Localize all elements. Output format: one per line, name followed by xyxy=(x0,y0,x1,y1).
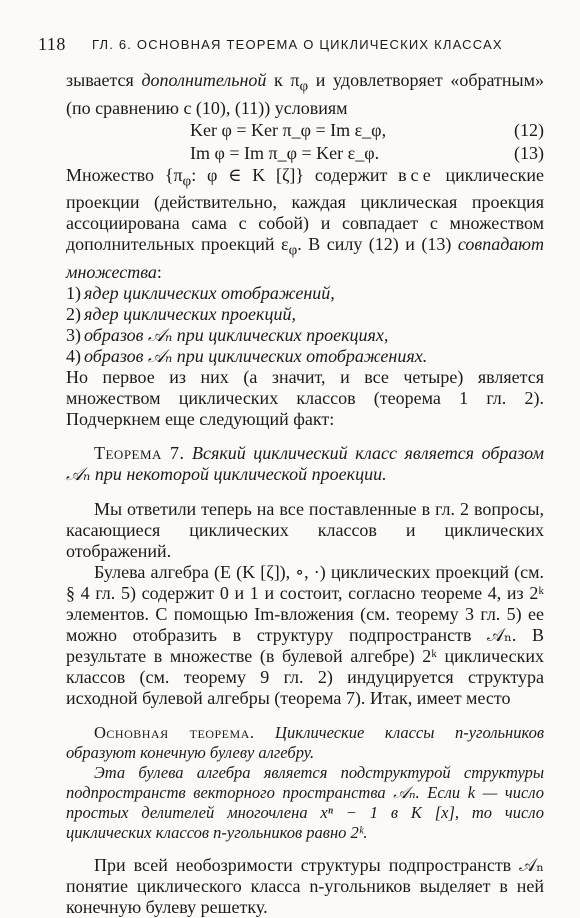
body-text xyxy=(66,70,544,918)
spacer xyxy=(66,709,544,723)
equation-12 xyxy=(66,119,544,142)
list-item xyxy=(66,304,544,325)
equation-number: (13) xyxy=(514,142,544,163)
text-fragment: и удовлетворяет «обратным» (по сравнению с (10), (11)) условиям xyxy=(66,70,544,118)
equation-number: (12) xyxy=(514,119,544,140)
paragraph-boolean-algebra: Булева алгебра (E (K [ζ]), ∘, ·) циклических проекций (см. § 4 гл. 5) содержит 0 и 1 и состоит, согласно теореме 4, из 2ᵏ элементов. С помощью Im-вложения (см. теорему 3 гл. 5) ее можно отобразить в структуру подпространств 𝒜ₙ. В результате в множестве (в булевой алгебре) 2ᵏ циклических классов (см. теорему 9 гл. 2) индуцируется структура исходной булевой алгебры (теорема 7). Итак, имеет место xyxy=(66,561,544,708)
page-number: 118 xyxy=(38,34,66,54)
running-title: ГЛ. 6. ОСНОВНАЯ ТЕОРЕМА О ЦИКЛИЧЕСКИХ КЛАССАХ xyxy=(92,37,503,52)
list-number: 1) xyxy=(66,282,81,303)
list-number: 3) xyxy=(66,324,81,345)
equation-13 xyxy=(66,142,544,165)
italic-term: совпадают множества xyxy=(66,234,544,282)
text-fragment: Множество {π xyxy=(66,164,183,185)
paragraph-cyclic-classes: Но первое из них (а значит, и все четыре) является множеством циклических классов (теорема 1 гл. 2). Подчеркнем еще следующий факт: xyxy=(66,366,544,429)
italic-term: дополнительной xyxy=(141,70,267,90)
paragraph-final: При всей необозримости структуры подпространств 𝒜ₙ понятие циклического класса n-угольников выделяет в ней конечную булеву решетку. xyxy=(66,854,544,917)
list-item xyxy=(66,346,544,367)
paragraph-answered: Мы ответили теперь на все поставленные в гл. 2 вопросы, касающиеся циклических классов и циклических отображений. xyxy=(66,498,544,561)
main-theorem-label: Основная теорема. xyxy=(94,722,255,742)
subscript: φ xyxy=(299,78,309,95)
list-text: ядер циклических отображений, xyxy=(84,282,335,303)
list-text: образов 𝒜ₙ при циклических отображениях. xyxy=(84,345,428,366)
text-fragment: : xyxy=(156,261,162,282)
equation-formula: Im φ = Im π_φ = Ker ε_φ. xyxy=(190,142,380,163)
enumerated-list xyxy=(66,283,544,367)
subscript: φ xyxy=(182,173,192,190)
theorem-7 xyxy=(66,443,544,485)
running-head xyxy=(0,34,580,58)
text-fragment: циклические проекции (действительно, каждая циклическая проекция ассоциирована сама с собой) и совпадает с множеством дополнительных проекций ε xyxy=(66,164,544,255)
list-number: 4) xyxy=(66,345,81,366)
paragraph-set xyxy=(66,165,544,283)
list-item xyxy=(66,325,544,346)
text-fragment: : φ ∈ K [ζ]} содержит xyxy=(191,164,399,185)
list-text: образов 𝒜ₙ при циклических проекциях, xyxy=(84,324,389,345)
spacer xyxy=(66,843,544,855)
equation-formula: Ker φ = Ker π_φ = Im ε_φ, xyxy=(190,119,387,140)
text-fragment: зывается xyxy=(66,70,142,90)
list-item xyxy=(66,283,544,304)
list-number: 2) xyxy=(66,303,81,324)
theorem-text: Всякий циклический класс является образом 𝒜ₙ при некоторой циклической проекции. xyxy=(66,442,544,484)
paragraph-substructure: Эта булева алгебра является подструктурой структуры подпространств векторного пространства 𝒜ₙ. Если k — число простых делителей многочлена xⁿ − 1 в K [x], то число циклических классов n-угольников равно 2ᵏ. xyxy=(66,762,544,842)
paragraph-intro xyxy=(66,70,544,119)
text-fragment: к π xyxy=(266,70,300,90)
text-fragment: . В силу (12) и (13) xyxy=(297,234,458,255)
spaced-word: все xyxy=(398,164,435,185)
theorem-label: Теорема 7. xyxy=(94,442,185,463)
main-theorem-text: Циклические классы n-угольников образуют конечную булеву алгебру. xyxy=(66,722,544,762)
subscript: φ xyxy=(288,242,298,259)
list-text: ядер циклических проекций, xyxy=(84,303,296,324)
main-theorem xyxy=(66,723,544,763)
